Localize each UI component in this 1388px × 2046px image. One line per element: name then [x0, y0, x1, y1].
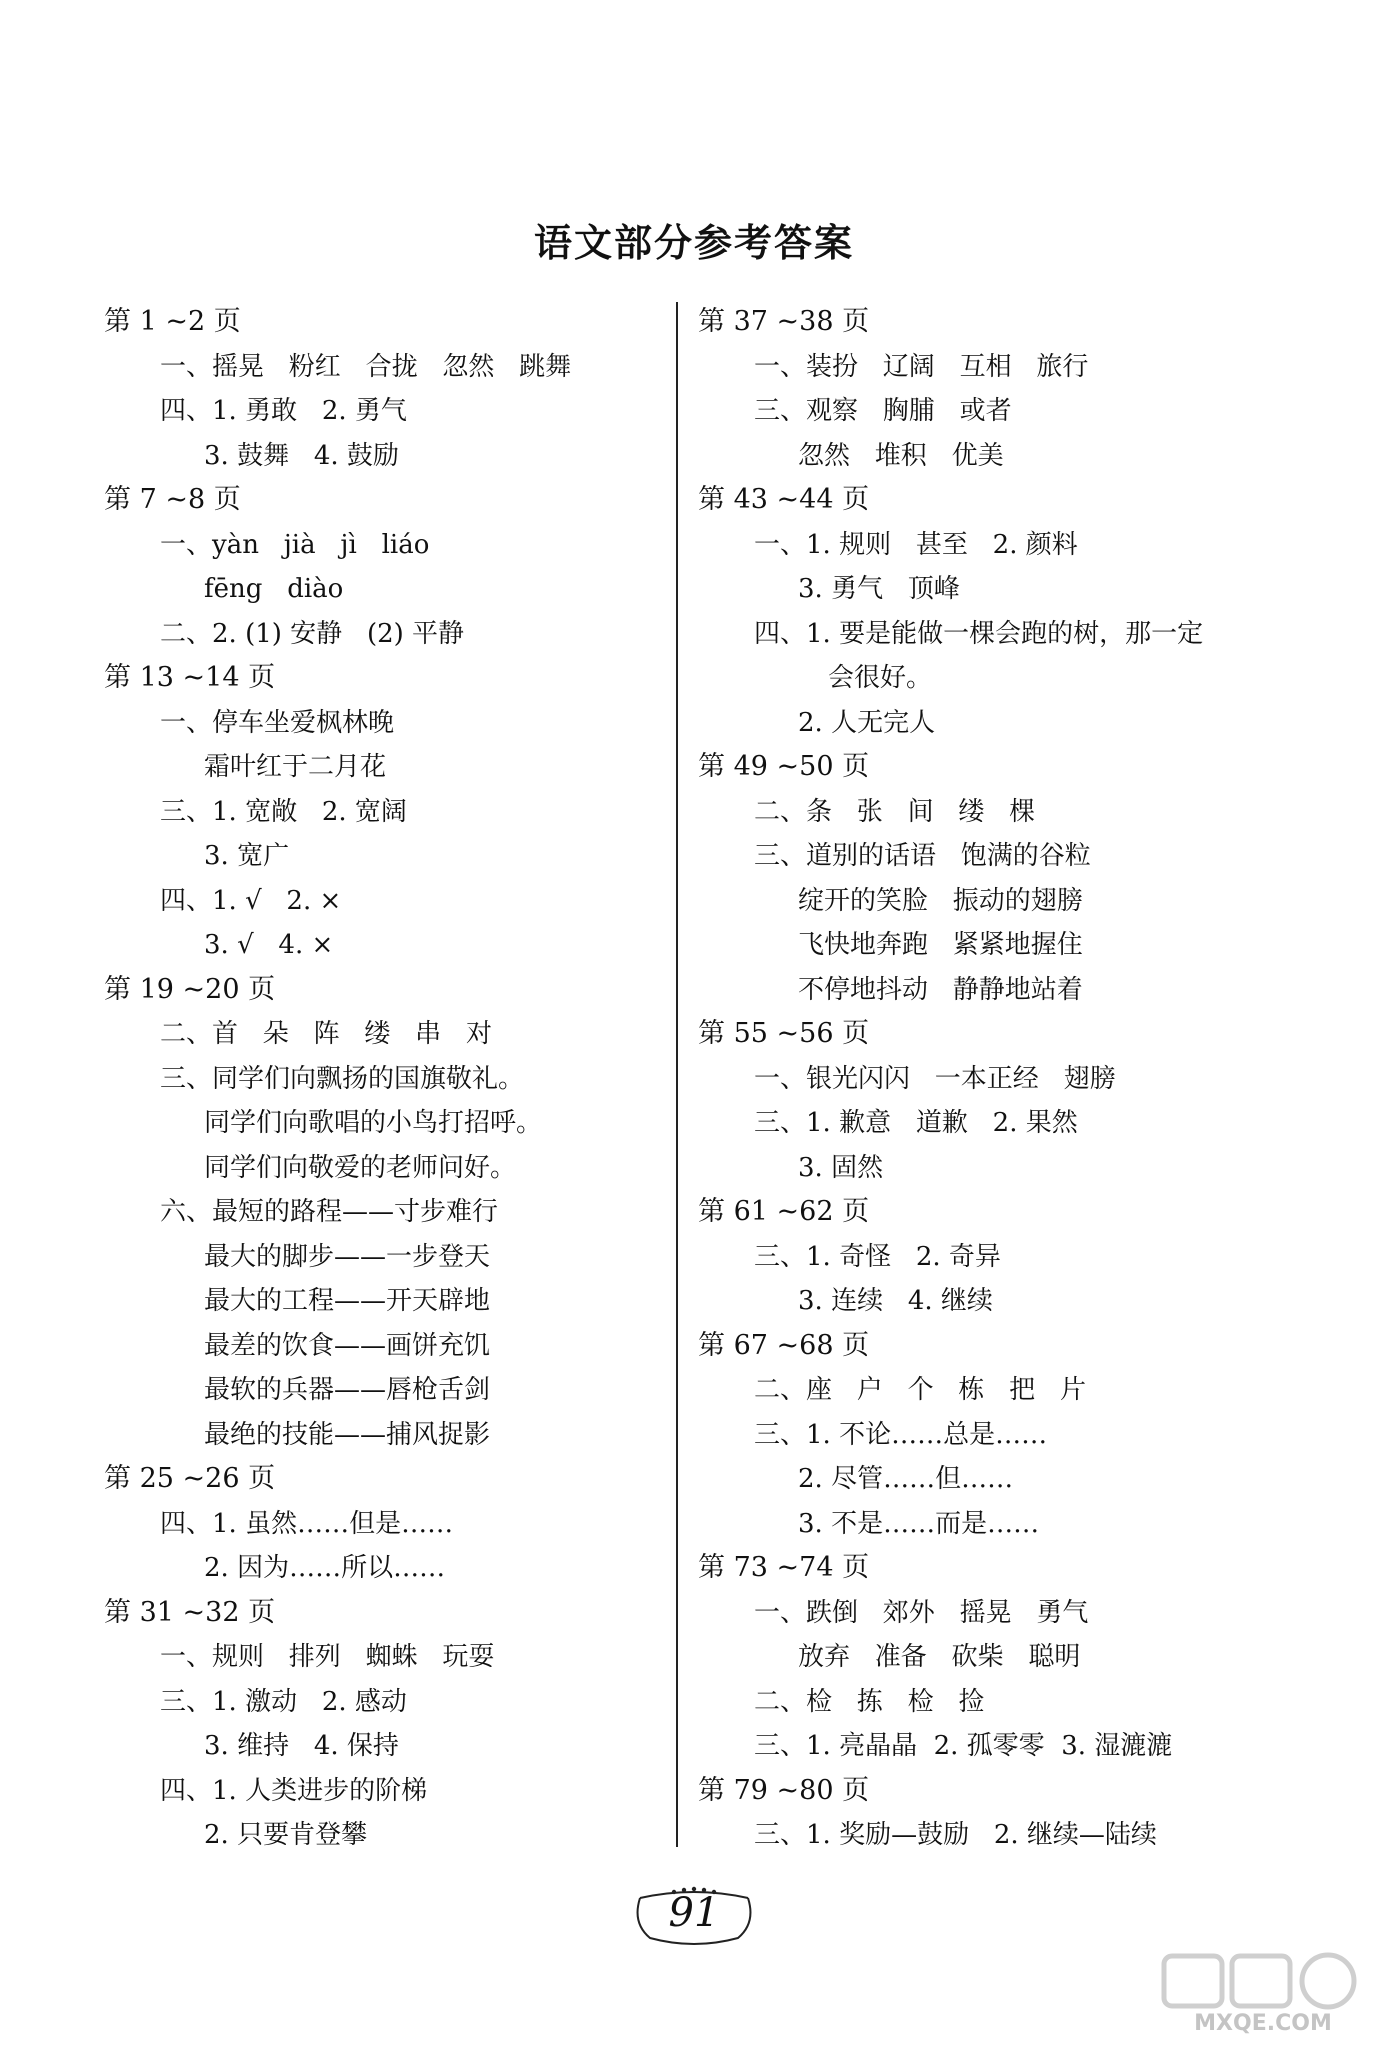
answer-line: 二、座 户 个 栋 把 片	[754, 1375, 1086, 1405]
answer-line: 三、1. 亮晶晶 2. 孤零零 3. 湿漉漉	[754, 1731, 1173, 1761]
answer-line: 会很好。	[828, 663, 933, 693]
answer-line: 同学们向歌唱的小鸟打招呼。	[204, 1108, 543, 1138]
page-number: 91	[668, 1890, 720, 1936]
answer-line: 3. 鼓舞 4. 鼓励	[204, 440, 399, 471]
answer-line: 飞快地奔跑 紧紧地握住	[798, 930, 1083, 960]
answer-line: 放弃 准备 砍柴 聪明	[798, 1642, 1081, 1672]
answer-line: 3. 固然	[798, 1152, 884, 1183]
column-divider	[676, 302, 678, 1847]
page-range-heading: 第 31 ~32 页	[104, 1596, 276, 1628]
answer-line: 绽开的笑脸 振动的翅膀	[798, 885, 1083, 916]
answer-line: 四、1. 勇敢 2. 勇气	[160, 396, 407, 426]
answer-line: 一、银光闪闪 一本正经 翅膀	[754, 1063, 1116, 1094]
page-range-heading: 第 43 ~44 页	[698, 484, 870, 515]
answer-line: 三、1. 宽敞 2. 宽阔	[160, 796, 407, 827]
answer-line: 不停地抖动 静静地站着	[798, 974, 1083, 1005]
page-range-heading: 第 37 ~38 页	[698, 306, 870, 337]
answer-line: 一、1. 规则 甚至 2. 颜料	[754, 529, 1078, 560]
answer-line: 四、1. √ 2. ×	[160, 885, 342, 916]
answer-line: 最大的工程——开天辟地	[204, 1286, 491, 1316]
answer-line: 最差的饮食——画饼充饥	[204, 1330, 491, 1361]
right-answer-column	[698, 300, 1318, 1858]
answer-line: 六、最短的路程——寸步难行	[160, 1197, 499, 1227]
answer-line: 一、装扮 辽阔 互相 旅行	[754, 351, 1089, 382]
answer-line: 2. 因为……所以……	[204, 1553, 446, 1583]
answer-line: 三、1. 激动 2. 感动	[160, 1686, 407, 1717]
answer-line: 2. 人无完人	[798, 707, 936, 738]
answer-line: 同学们向敬爱的老师问好。	[204, 1152, 517, 1183]
watermark-logo-graphic	[1158, 1950, 1368, 2036]
answer-line: 2. 尽管……但……	[798, 1464, 1014, 1494]
page-range-heading: 第 7 ~8 页	[104, 484, 241, 515]
page-title: 语文部分参考答案	[533, 221, 854, 265]
answer-line: 三、同学们向飘扬的国旗敬礼。	[160, 1063, 525, 1094]
answer-line: 忽然 堆积 优美	[798, 440, 1004, 471]
answer-line: 最绝的技能——捕风捉影	[204, 1419, 491, 1450]
page-range-heading: 第 67 ~68 页	[698, 1329, 870, 1361]
answer-line: 3. 勇气 顶峰	[798, 574, 960, 604]
answer-line: fēng diào	[204, 574, 344, 604]
left-answer-column	[104, 300, 664, 1858]
answer-line: 三、1. 歉意 道歉 2. 果然	[754, 1108, 1078, 1138]
answer-line: 最大的脚步——一步登天	[204, 1241, 491, 1272]
page-range-heading: 第 19 ~20 页	[104, 973, 276, 1005]
page-range-heading: 第 55 ~56 页	[698, 1018, 870, 1049]
answer-line: 三、道别的话语 饱满的谷粒	[754, 841, 1091, 871]
answer-line: 3. √ 4. ×	[204, 930, 334, 960]
page-range-heading: 第 73 ~74 页	[698, 1552, 870, 1583]
watermark-logo	[1158, 1950, 1368, 2036]
answer-line: 一、停车坐爱枫林晚	[160, 707, 395, 738]
answer-line: 3. 连续 4. 继续	[798, 1286, 993, 1316]
answer-line: 3. 不是……而是……	[798, 1508, 1040, 1539]
watermark-url: MXQE.COM	[1194, 2011, 1332, 2036]
answer-line: 二、首 朵 阵 缕 串 对	[160, 1019, 492, 1049]
answer-line: 一、yàn jià jì liáo	[160, 529, 430, 560]
answer-line: 一、跌倒 郊外 摇晃 勇气	[754, 1597, 1089, 1628]
answer-line: 三、观察 胸脯 或者	[754, 396, 1012, 426]
answer-line: 四、1. 人类进步的阶梯	[160, 1775, 428, 1806]
page-range-heading: 第 1 ~2 页	[104, 306, 241, 337]
page-range-heading: 第 61 ~62 页	[698, 1196, 870, 1227]
page-footer	[630, 1878, 758, 1948]
answer-line: 二、条 张 间 缕 棵	[754, 796, 1036, 827]
page-range-heading: 第 13 ~14 页	[104, 662, 276, 693]
answer-line: 三、1. 奇怪 2. 奇异	[754, 1241, 1001, 1272]
page-range-heading: 第 25 ~26 页	[104, 1463, 276, 1494]
answer-line: 二、2. (1) 安静 (2) 平静	[160, 618, 465, 649]
answer-line: 3. 宽广	[204, 841, 290, 871]
answer-line: 二、检 拣 检 捡	[754, 1686, 985, 1717]
answer-line: 最软的兵器——唇枪舌剑	[204, 1375, 491, 1405]
answer-line: 一、摇晃 粉红 合拢 忽然 跳舞	[160, 351, 572, 382]
page-range-heading: 第 79 ~80 页	[698, 1774, 870, 1806]
answer-line: 四、1. 虽然……但是……	[160, 1508, 454, 1539]
answer-line: 四、1. 要是能做一棵会跑的树，那一定	[754, 618, 1204, 649]
answer-line: 一、规则 排列 蜘蛛 玩耍	[160, 1642, 495, 1672]
answer-line: 三、1. 奖励—鼓励 2. 继续—陆续	[754, 1820, 1157, 1850]
answer-line: 2. 只要肯登攀	[204, 1820, 368, 1850]
answer-line: 霜叶红于二月花	[204, 752, 387, 782]
answer-line: 3. 维持 4. 保持	[204, 1731, 399, 1761]
page-range-heading: 第 49 ~50 页	[698, 751, 870, 782]
answer-line: 三、1. 不论……总是……	[754, 1419, 1048, 1450]
